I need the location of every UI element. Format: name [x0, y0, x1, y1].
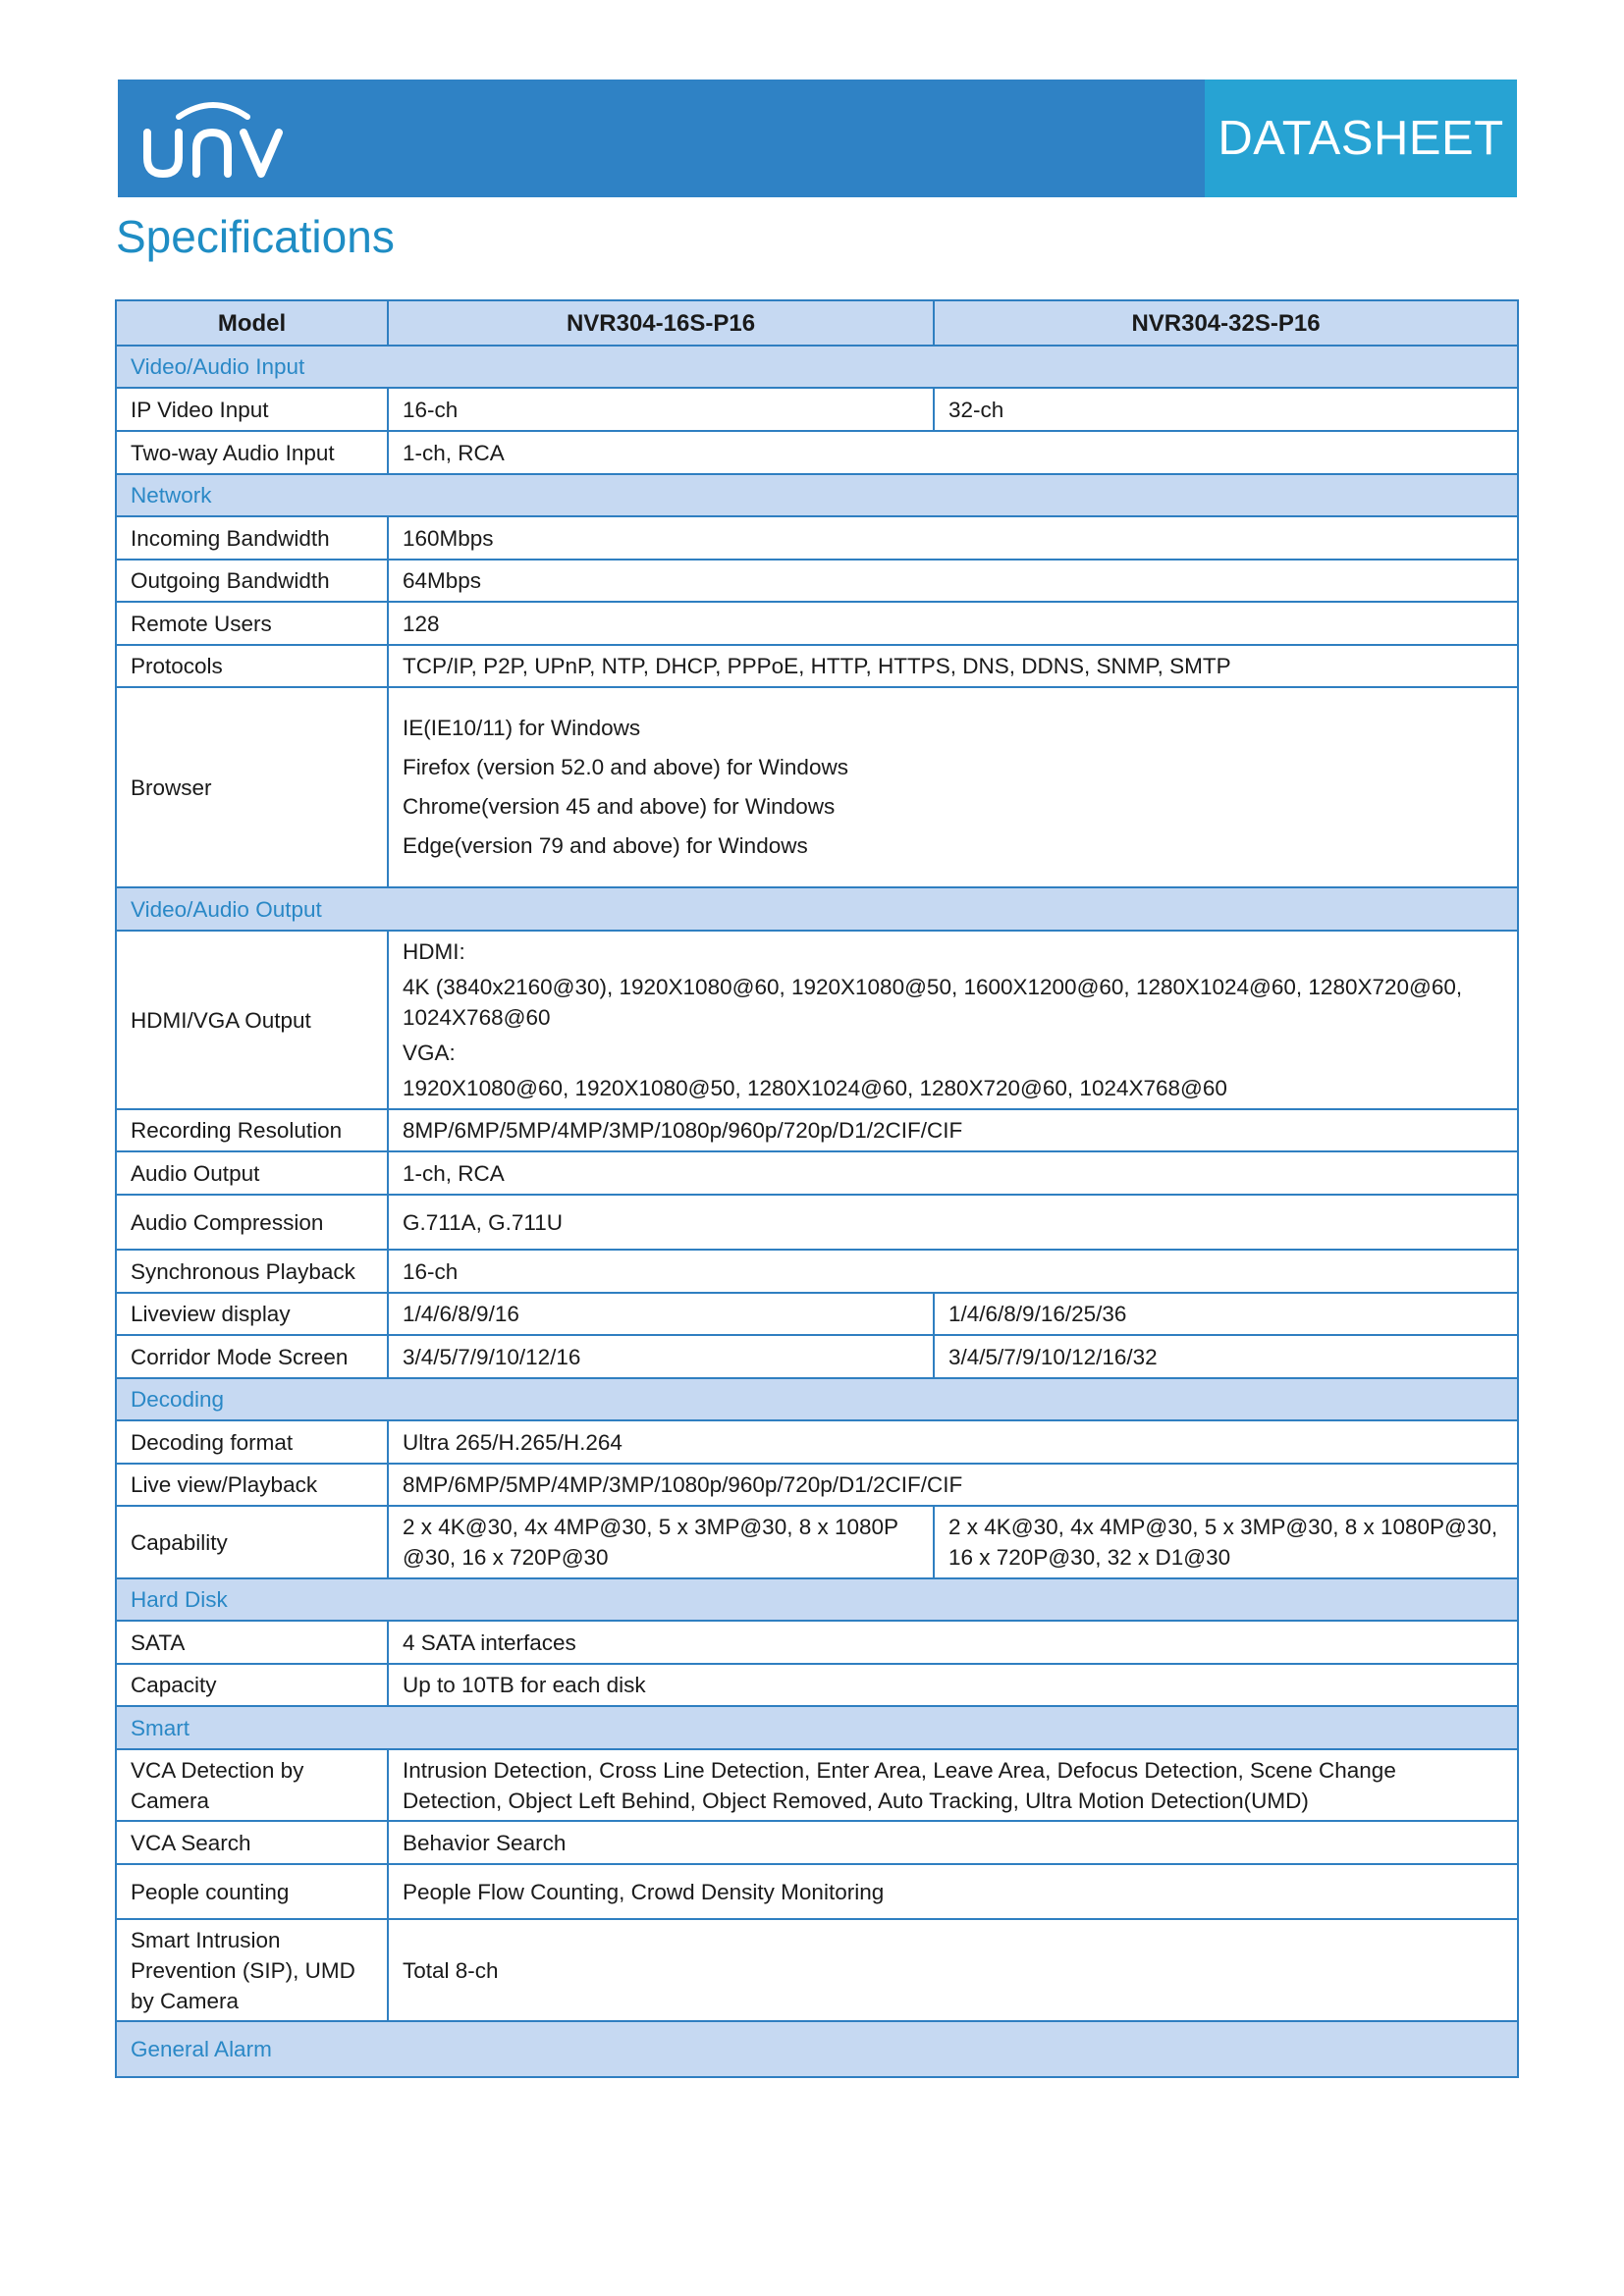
header-banner	[118, 80, 1517, 197]
row-value: TCP/IP, P2P, UPnP, NTP, DHCP, PPPoE, HTTP, HTTPS, DNS, DDNS, SNMP, SMTP	[388, 645, 1518, 687]
section-row	[116, 474, 1518, 516]
row-value: 1-ch, RCA	[388, 1151, 1518, 1195]
row-value: 64Mbps	[388, 560, 1518, 602]
row-label: Liveview display	[116, 1293, 388, 1335]
table-row	[116, 1195, 1518, 1250]
row-value: 1-ch, RCA	[388, 431, 1518, 474]
table-row	[116, 1109, 1518, 1151]
row-label: Capability	[116, 1506, 388, 1578]
hdmi-label: HDMI:	[403, 939, 465, 964]
section-row	[116, 887, 1518, 931]
section-row	[116, 1578, 1518, 1621]
row-value: 16-ch	[388, 388, 934, 431]
unv-logo	[139, 95, 287, 184]
hdmi-resolutions: 4K (3840x2160@30), 1920X1080@60, 1920X1080@50, 1600X1200@60, 1280X1024@60, 1280X720@60, 1024X768@60	[403, 975, 1463, 1030]
row-value: 128	[388, 602, 1518, 645]
row-value: 3/4/5/7/9/10/12/16	[388, 1335, 934, 1378]
row-label: Browser	[116, 687, 388, 887]
vga-resolutions: 1920X1080@60, 1920X1080@50, 1280X1024@60, 1280X720@60, 1024X768@60	[403, 1076, 1227, 1100]
row-label: Live view/Playback	[116, 1464, 388, 1506]
row-value: 2 x 4K@30, 4x 4MP@30, 5 x 3MP@30, 8 x 1080P @30, 16 x 720P@30	[388, 1506, 934, 1578]
row-value: People Flow Counting, Crowd Density Monitoring	[388, 1864, 1518, 1919]
section-network: Network	[116, 474, 1518, 516]
table-row	[116, 1664, 1518, 1706]
table-row	[116, 1864, 1518, 1919]
table-row	[116, 1621, 1518, 1664]
row-value: 3/4/5/7/9/10/12/16/32	[934, 1335, 1518, 1378]
table-row	[116, 388, 1518, 431]
section-video-audio-output: Video/Audio Output	[116, 887, 1518, 931]
section-hard-disk: Hard Disk	[116, 1578, 1518, 1621]
spec-table	[115, 299, 1519, 2078]
row-label: Audio Compression	[116, 1195, 388, 1250]
page-title: Specifications	[116, 211, 395, 262]
table-row	[116, 645, 1518, 687]
browser-line: IE(IE10/11) for Windows	[403, 715, 641, 740]
row-label: Two-way Audio Input	[116, 431, 388, 474]
row-label: Audio Output	[116, 1151, 388, 1195]
row-value: 32-ch	[934, 388, 1518, 431]
table-row	[116, 1749, 1518, 1821]
browser-line: Firefox (version 52.0 and above) for Windows	[403, 754, 848, 779]
row-label: Synchronous Playback	[116, 1250, 388, 1293]
row-label: Incoming Bandwidth	[116, 516, 388, 560]
table-row	[116, 1506, 1518, 1578]
row-label: Outgoing Bandwidth	[116, 560, 388, 602]
table-row	[116, 516, 1518, 560]
col-header-model-2: NVR304-32S-P16	[934, 300, 1518, 346]
row-label: SATA	[116, 1621, 388, 1664]
row-value: Total 8-ch	[388, 1919, 1518, 2021]
vga-label: VGA:	[403, 1041, 456, 1065]
section-decoding: Decoding	[116, 1378, 1518, 1420]
table-row	[116, 560, 1518, 602]
section-smart: Smart	[116, 1706, 1518, 1749]
row-value: 2 x 4K@30, 4x 4MP@30, 5 x 3MP@30, 8 x 1080P@30, 16 x 720P@30, 32 x D1@30	[934, 1506, 1518, 1578]
row-label: IP Video Input	[116, 388, 388, 431]
row-label: Smart Intrusion Prevention (SIP), UMD by Camera	[116, 1919, 388, 2021]
row-value: Ultra 265/H.265/H.264	[388, 1420, 1518, 1464]
col-header-model: Model	[116, 300, 388, 346]
row-label: Decoding format	[116, 1420, 388, 1464]
table-row	[116, 1919, 1518, 2021]
table-row	[116, 1151, 1518, 1195]
table-row	[116, 1250, 1518, 1293]
col-header-model-1: NVR304-16S-P16	[388, 300, 934, 346]
row-value: 8MP/6MP/5MP/4MP/3MP/1080p/960p/720p/D1/2CIF/CIF	[388, 1464, 1518, 1506]
row-value: Intrusion Detection, Cross Line Detection, Enter Area, Leave Area, Defocus Detection, Scene Change Detection, Object Left Behind, Object Removed, Auto Tracking, Ultra Motion Detection(UMD)	[388, 1749, 1518, 1821]
row-value: 8MP/6MP/5MP/4MP/3MP/1080p/960p/720p/D1/2CIF/CIF	[388, 1109, 1518, 1151]
table-row	[116, 1293, 1518, 1335]
table-row	[116, 431, 1518, 474]
section-general-alarm: General Alarm	[116, 2021, 1518, 2077]
table-row	[116, 1821, 1518, 1864]
browser-line: Chrome(version 45 and above) for Windows	[403, 793, 836, 819]
row-value	[388, 931, 1518, 1109]
row-label: VCA Search	[116, 1821, 388, 1864]
section-row	[116, 346, 1518, 388]
row-label: Protocols	[116, 645, 388, 687]
header-row	[116, 300, 1518, 346]
row-value	[388, 687, 1518, 887]
row-value: 160Mbps	[388, 516, 1518, 560]
row-value: 16-ch	[388, 1250, 1518, 1293]
row-label: Capacity	[116, 1664, 388, 1706]
row-label: Corridor Mode Screen	[116, 1335, 388, 1378]
row-value: 1/4/6/8/9/16/25/36	[934, 1293, 1518, 1335]
section-row	[116, 2021, 1518, 2077]
row-label: Recording Resolution	[116, 1109, 388, 1151]
row-label: Remote Users	[116, 602, 388, 645]
table-row	[116, 1420, 1518, 1464]
section-row	[116, 1706, 1518, 1749]
table-row	[116, 687, 1518, 887]
row-label: People counting	[116, 1864, 388, 1919]
row-label: VCA Detection by Camera	[116, 1749, 388, 1821]
table-row	[116, 602, 1518, 645]
row-value: 4 SATA interfaces	[388, 1621, 1518, 1664]
row-value: Up to 10TB for each disk	[388, 1664, 1518, 1706]
row-label: HDMI/VGA Output	[116, 931, 388, 1109]
section-video-audio-input: Video/Audio Input	[116, 346, 1518, 388]
row-value: 1/4/6/8/9/16	[388, 1293, 934, 1335]
browser-line: Edge(version 79 and above) for Windows	[403, 832, 808, 858]
section-row	[116, 1378, 1518, 1420]
table-row	[116, 931, 1518, 1109]
row-value: Behavior Search	[388, 1821, 1518, 1864]
datasheet-label: DATASHEET	[1205, 80, 1517, 197]
table-row	[116, 1335, 1518, 1378]
row-value: G.711A, G.711U	[388, 1195, 1518, 1250]
table-row	[116, 1464, 1518, 1506]
